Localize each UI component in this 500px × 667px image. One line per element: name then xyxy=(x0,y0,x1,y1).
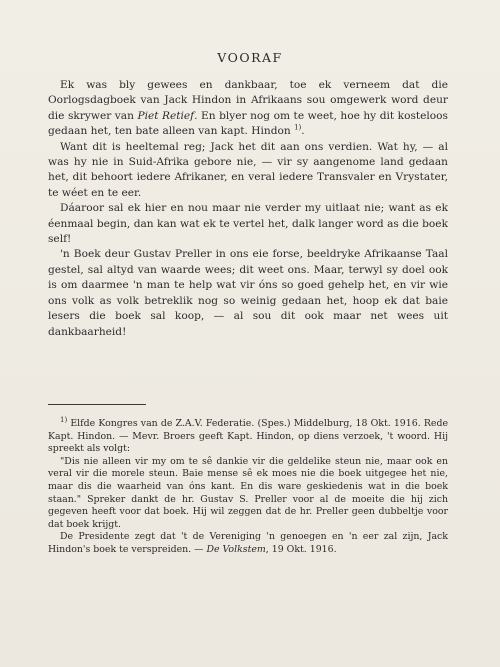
footnote-marker: 1) xyxy=(60,415,68,424)
paragraph-2: Want dit is heeltemal reg; Jack het dit aan ons verdien. Wat hy, — al was hy nie in Suid-Afrika gebore nie, — vir sy aangenome land gedaan het, dit behoort iedere Afrikaner, en veral iedere Transvaler en Vrystater, te wéet en te eer. xyxy=(48,140,448,199)
italic-source: De Volkstem xyxy=(206,543,266,555)
paragraph-4: 'n Boek deur Gustav Preller in ons eie forse, beeldryke Afrikaanse Taal gestel, sal altyd van waarde wees; dit weet ons. Maar, terwyl sy doel ook is om daarmee 'n man te help wat vir óns so goed gehelp het, en vir wie ons volk as volk betreklik nog so weinig gedaan het, hoop ek dat baie lesers die boek sal koop, — al sou dit ook maar net wees uit dankbaarheid! xyxy=(48,248,448,338)
italic-title: Piet Retief xyxy=(137,109,195,122)
page-title: VOORAF xyxy=(217,50,283,65)
footnote-paragraph-3: De Presidente zegt dat 't de Vereniging 'n genoegen en 'n eer zal zijn, Jack Hindon's boek te verspreiden. — De Volkstem, 19 Okt. 1916. xyxy=(48,531,448,555)
paragraph-3: Dáaroor sal ek hier en nou maar nie verder my uitlaat nie; want as ek éenmaal begin, dan kan wat ek te vertel het, dalk langer word as die boek self! xyxy=(48,202,448,246)
footnote xyxy=(48,415,448,557)
footnote-divider xyxy=(48,404,146,405)
footnote-reference: 1) xyxy=(294,123,302,132)
main-text xyxy=(48,78,448,340)
footnote-paragraph-1: $^{1)}$ Elfde Kongres van de Z.A.V. Federatie. (Spes.) Middelburg, 18 Okt. 1916. Rede Kapt. Hindon. — Mevr. Broers geeft Kapt. Hindon, op diens verzoek, 't woord. Hij spreekt als volgt: xyxy=(48,415,448,455)
footnote-paragraph-2: "Dis nie alleen vir my om te sê dankie vir die geldelike steun nie, maar ook en veral vir die morele steun. Baie mense sê ek moes nie die boek uitgegee het nie, maar dis die waarheid van óns kant. En dis ware geskiedenis wat in die boek staan." Spreker dankt de hr. Gustav S. Preller voor al de moeite die hij zich gegeven heeft voor dat boek. Hij wil zeggen dat de hr. Preller geen dubbeltje voor dat boek krijgt. xyxy=(48,455,448,530)
paragraph-1: Ek was bly gewees en dankbaar, toe ek verneem dat die Oorlogsdagboek van Jack Hindon in Afrikaans sou omgewerk word deur die skrywer van Piet Retief. En blyer nog om te weet, hoe hy dit kosteloos gedaan het, ten bate alleen van kapt. Hindon $^{1)}$. xyxy=(48,79,448,138)
